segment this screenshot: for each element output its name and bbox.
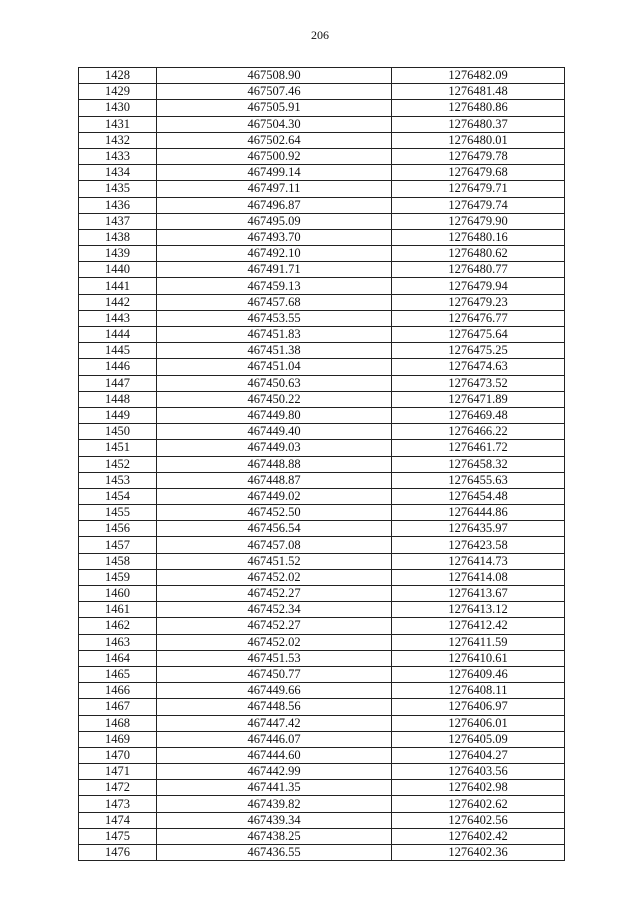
table-row [79,407,565,423]
table-row [79,246,565,262]
y-coordinate-cell: 1276413.67 [392,586,565,602]
point-number-cell: 1473 [79,796,157,812]
y-coordinate-cell: 1276414.73 [392,553,565,569]
table-row [79,553,565,569]
y-coordinate-cell: 1276406.01 [392,715,565,731]
table-row [79,100,565,116]
x-coordinate-cell: 467457.08 [157,537,392,553]
y-coordinate-cell: 1276409.46 [392,666,565,682]
x-coordinate-cell: 467452.02 [157,569,392,585]
x-coordinate-cell: 467508.90 [157,68,392,84]
y-coordinate-cell: 1276413.12 [392,602,565,618]
y-coordinate-cell: 1276473.52 [392,375,565,391]
y-coordinate-cell: 1276479.71 [392,181,565,197]
x-coordinate-cell: 467450.77 [157,666,392,682]
y-coordinate-cell: 1276482.09 [392,68,565,84]
x-coordinate-cell: 467448.87 [157,472,392,488]
table-row [79,747,565,763]
point-number-cell: 1468 [79,715,157,731]
x-coordinate-cell: 467452.02 [157,634,392,650]
table-row [79,699,565,715]
table-row [79,634,565,650]
point-number-cell: 1453 [79,472,157,488]
page-number: 206 [311,28,329,42]
y-coordinate-cell: 1276402.98 [392,780,565,796]
point-number-cell: 1462 [79,618,157,634]
point-number-cell: 1451 [79,440,157,456]
point-number-cell: 1428 [79,68,157,84]
x-coordinate-cell: 467452.27 [157,618,392,634]
y-coordinate-cell: 1276479.94 [392,278,565,294]
point-number-cell: 1475 [79,828,157,844]
y-coordinate-cell: 1276414.08 [392,569,565,585]
x-coordinate-cell: 467436.55 [157,845,392,861]
x-coordinate-cell: 467442.99 [157,764,392,780]
x-coordinate-cell: 467500.92 [157,148,392,164]
point-number-cell: 1441 [79,278,157,294]
table-row [79,828,565,844]
x-coordinate-cell: 467450.63 [157,375,392,391]
point-number-cell: 1434 [79,165,157,181]
x-coordinate-cell: 467451.53 [157,650,392,666]
point-number-cell: 1430 [79,100,157,116]
y-coordinate-cell: 1276405.09 [392,731,565,747]
y-coordinate-cell: 1276475.64 [392,327,565,343]
point-number-cell: 1474 [79,812,157,828]
table-row [79,424,565,440]
y-coordinate-cell: 1276479.68 [392,165,565,181]
y-coordinate-cell: 1276480.01 [392,132,565,148]
table-row [79,84,565,100]
y-coordinate-cell: 1276481.48 [392,84,565,100]
table-row [79,602,565,618]
x-coordinate-cell: 467496.87 [157,197,392,213]
point-number-cell: 1452 [79,456,157,472]
y-coordinate-cell: 1276480.16 [392,229,565,245]
point-number-cell: 1449 [79,407,157,423]
y-coordinate-cell: 1276402.36 [392,845,565,861]
y-coordinate-cell: 1276474.63 [392,359,565,375]
x-coordinate-cell: 467449.66 [157,683,392,699]
table-row [79,391,565,407]
x-coordinate-cell: 467447.42 [157,715,392,731]
table-row [79,472,565,488]
y-coordinate-cell: 1276411.59 [392,634,565,650]
x-coordinate-cell: 467439.82 [157,796,392,812]
y-coordinate-cell: 1276402.56 [392,812,565,828]
coordinates-table [78,67,565,861]
x-coordinate-cell: 467450.22 [157,391,392,407]
table-row [79,666,565,682]
x-coordinate-cell: 467493.70 [157,229,392,245]
point-number-cell: 1438 [79,229,157,245]
point-number-cell: 1457 [79,537,157,553]
point-number-cell: 1463 [79,634,157,650]
table-row [79,780,565,796]
x-coordinate-cell: 467452.50 [157,505,392,521]
x-coordinate-cell: 467449.03 [157,440,392,456]
x-coordinate-cell: 467449.80 [157,407,392,423]
y-coordinate-cell: 1276480.77 [392,262,565,278]
point-number-cell: 1467 [79,699,157,715]
point-number-cell: 1443 [79,310,157,326]
y-coordinate-cell: 1276402.62 [392,796,565,812]
point-number-cell: 1471 [79,764,157,780]
table-row [79,683,565,699]
point-number-cell: 1435 [79,181,157,197]
table-row [79,310,565,326]
x-coordinate-cell: 467456.54 [157,521,392,537]
table-row [79,278,565,294]
point-number-cell: 1447 [79,375,157,391]
x-coordinate-cell: 467451.52 [157,553,392,569]
table-row [79,229,565,245]
y-coordinate-cell: 1276404.27 [392,747,565,763]
y-coordinate-cell: 1276480.37 [392,116,565,132]
point-number-cell: 1442 [79,294,157,310]
point-number-cell: 1436 [79,197,157,213]
y-coordinate-cell: 1276466.22 [392,424,565,440]
x-coordinate-cell: 467505.91 [157,100,392,116]
table-row [79,845,565,861]
y-coordinate-cell: 1276406.97 [392,699,565,715]
x-coordinate-cell: 467492.10 [157,246,392,262]
table-row [79,456,565,472]
point-number-cell: 1450 [79,424,157,440]
x-coordinate-cell: 467439.34 [157,812,392,828]
x-coordinate-cell: 467451.38 [157,343,392,359]
y-coordinate-cell: 1276403.56 [392,764,565,780]
point-number-cell: 1464 [79,650,157,666]
x-coordinate-cell: 467438.25 [157,828,392,844]
table-row [79,569,565,585]
x-coordinate-cell: 467449.40 [157,424,392,440]
y-coordinate-cell: 1276479.78 [392,148,565,164]
table-row [79,132,565,148]
table-row [79,731,565,747]
x-coordinate-cell: 467497.11 [157,181,392,197]
x-coordinate-cell: 467444.60 [157,747,392,763]
x-coordinate-cell: 467491.71 [157,262,392,278]
point-number-cell: 1458 [79,553,157,569]
point-number-cell: 1429 [79,84,157,100]
y-coordinate-cell: 1276402.42 [392,828,565,844]
table-row [79,796,565,812]
table-row [79,327,565,343]
table-row [79,375,565,391]
table-row [79,148,565,164]
y-coordinate-cell: 1276479.74 [392,197,565,213]
point-number-cell: 1439 [79,246,157,262]
table-row [79,68,565,84]
point-number-cell: 1440 [79,262,157,278]
y-coordinate-cell: 1276408.11 [392,683,565,699]
table-row [79,618,565,634]
y-coordinate-cell: 1276479.23 [392,294,565,310]
y-coordinate-cell: 1276480.86 [392,100,565,116]
table-row [79,715,565,731]
x-coordinate-cell: 467449.02 [157,488,392,504]
coordinates-table-body [79,68,565,861]
y-coordinate-cell: 1276476.77 [392,310,565,326]
table-row [79,650,565,666]
x-coordinate-cell: 467448.56 [157,699,392,715]
x-coordinate-cell: 467448.88 [157,456,392,472]
point-number-cell: 1431 [79,116,157,132]
y-coordinate-cell: 1276412.42 [392,618,565,634]
y-coordinate-cell: 1276455.63 [392,472,565,488]
x-coordinate-cell: 467507.46 [157,84,392,100]
point-number-cell: 1433 [79,148,157,164]
table-row [79,521,565,537]
table-row [79,165,565,181]
point-number-cell: 1445 [79,343,157,359]
y-coordinate-cell: 1276410.61 [392,650,565,666]
table-row [79,586,565,602]
x-coordinate-cell: 467446.07 [157,731,392,747]
y-coordinate-cell: 1276454.48 [392,488,565,504]
point-number-cell: 1460 [79,586,157,602]
table-row [79,294,565,310]
table-row [79,359,565,375]
point-number-cell: 1461 [79,602,157,618]
x-coordinate-cell: 467451.83 [157,327,392,343]
y-coordinate-cell: 1276435.97 [392,521,565,537]
y-coordinate-cell: 1276479.90 [392,213,565,229]
y-coordinate-cell: 1276471.89 [392,391,565,407]
x-coordinate-cell: 467453.55 [157,310,392,326]
point-number-cell: 1432 [79,132,157,148]
y-coordinate-cell: 1276461.72 [392,440,565,456]
x-coordinate-cell: 467452.34 [157,602,392,618]
table-row [79,213,565,229]
x-coordinate-cell: 467499.14 [157,165,392,181]
x-coordinate-cell: 467502.64 [157,132,392,148]
point-number-cell: 1476 [79,845,157,861]
point-number-cell: 1446 [79,359,157,375]
point-number-cell: 1448 [79,391,157,407]
y-coordinate-cell: 1276475.25 [392,343,565,359]
x-coordinate-cell: 467441.35 [157,780,392,796]
x-coordinate-cell: 467457.68 [157,294,392,310]
y-coordinate-cell: 1276444.86 [392,505,565,521]
table-row [79,488,565,504]
y-coordinate-cell: 1276458.32 [392,456,565,472]
table-row [79,343,565,359]
point-number-cell: 1456 [79,521,157,537]
table-row [79,505,565,521]
y-coordinate-cell: 1276423.58 [392,537,565,553]
x-coordinate-cell: 467495.09 [157,213,392,229]
table-row [79,440,565,456]
point-number-cell: 1455 [79,505,157,521]
point-number-cell: 1472 [79,780,157,796]
point-number-cell: 1437 [79,213,157,229]
point-number-cell: 1454 [79,488,157,504]
table-row [79,116,565,132]
table-row [79,537,565,553]
table-row [79,197,565,213]
point-number-cell: 1465 [79,666,157,682]
point-number-cell: 1469 [79,731,157,747]
table-row [79,181,565,197]
x-coordinate-cell: 467504.30 [157,116,392,132]
point-number-cell: 1470 [79,747,157,763]
y-coordinate-cell: 1276469.48 [392,407,565,423]
x-coordinate-cell: 467459.13 [157,278,392,294]
x-coordinate-cell: 467451.04 [157,359,392,375]
table-row [79,262,565,278]
y-coordinate-cell: 1276480.62 [392,246,565,262]
point-number-cell: 1459 [79,569,157,585]
point-number-cell: 1466 [79,683,157,699]
table-row [79,812,565,828]
table-row [79,764,565,780]
x-coordinate-cell: 467452.27 [157,586,392,602]
point-number-cell: 1444 [79,327,157,343]
